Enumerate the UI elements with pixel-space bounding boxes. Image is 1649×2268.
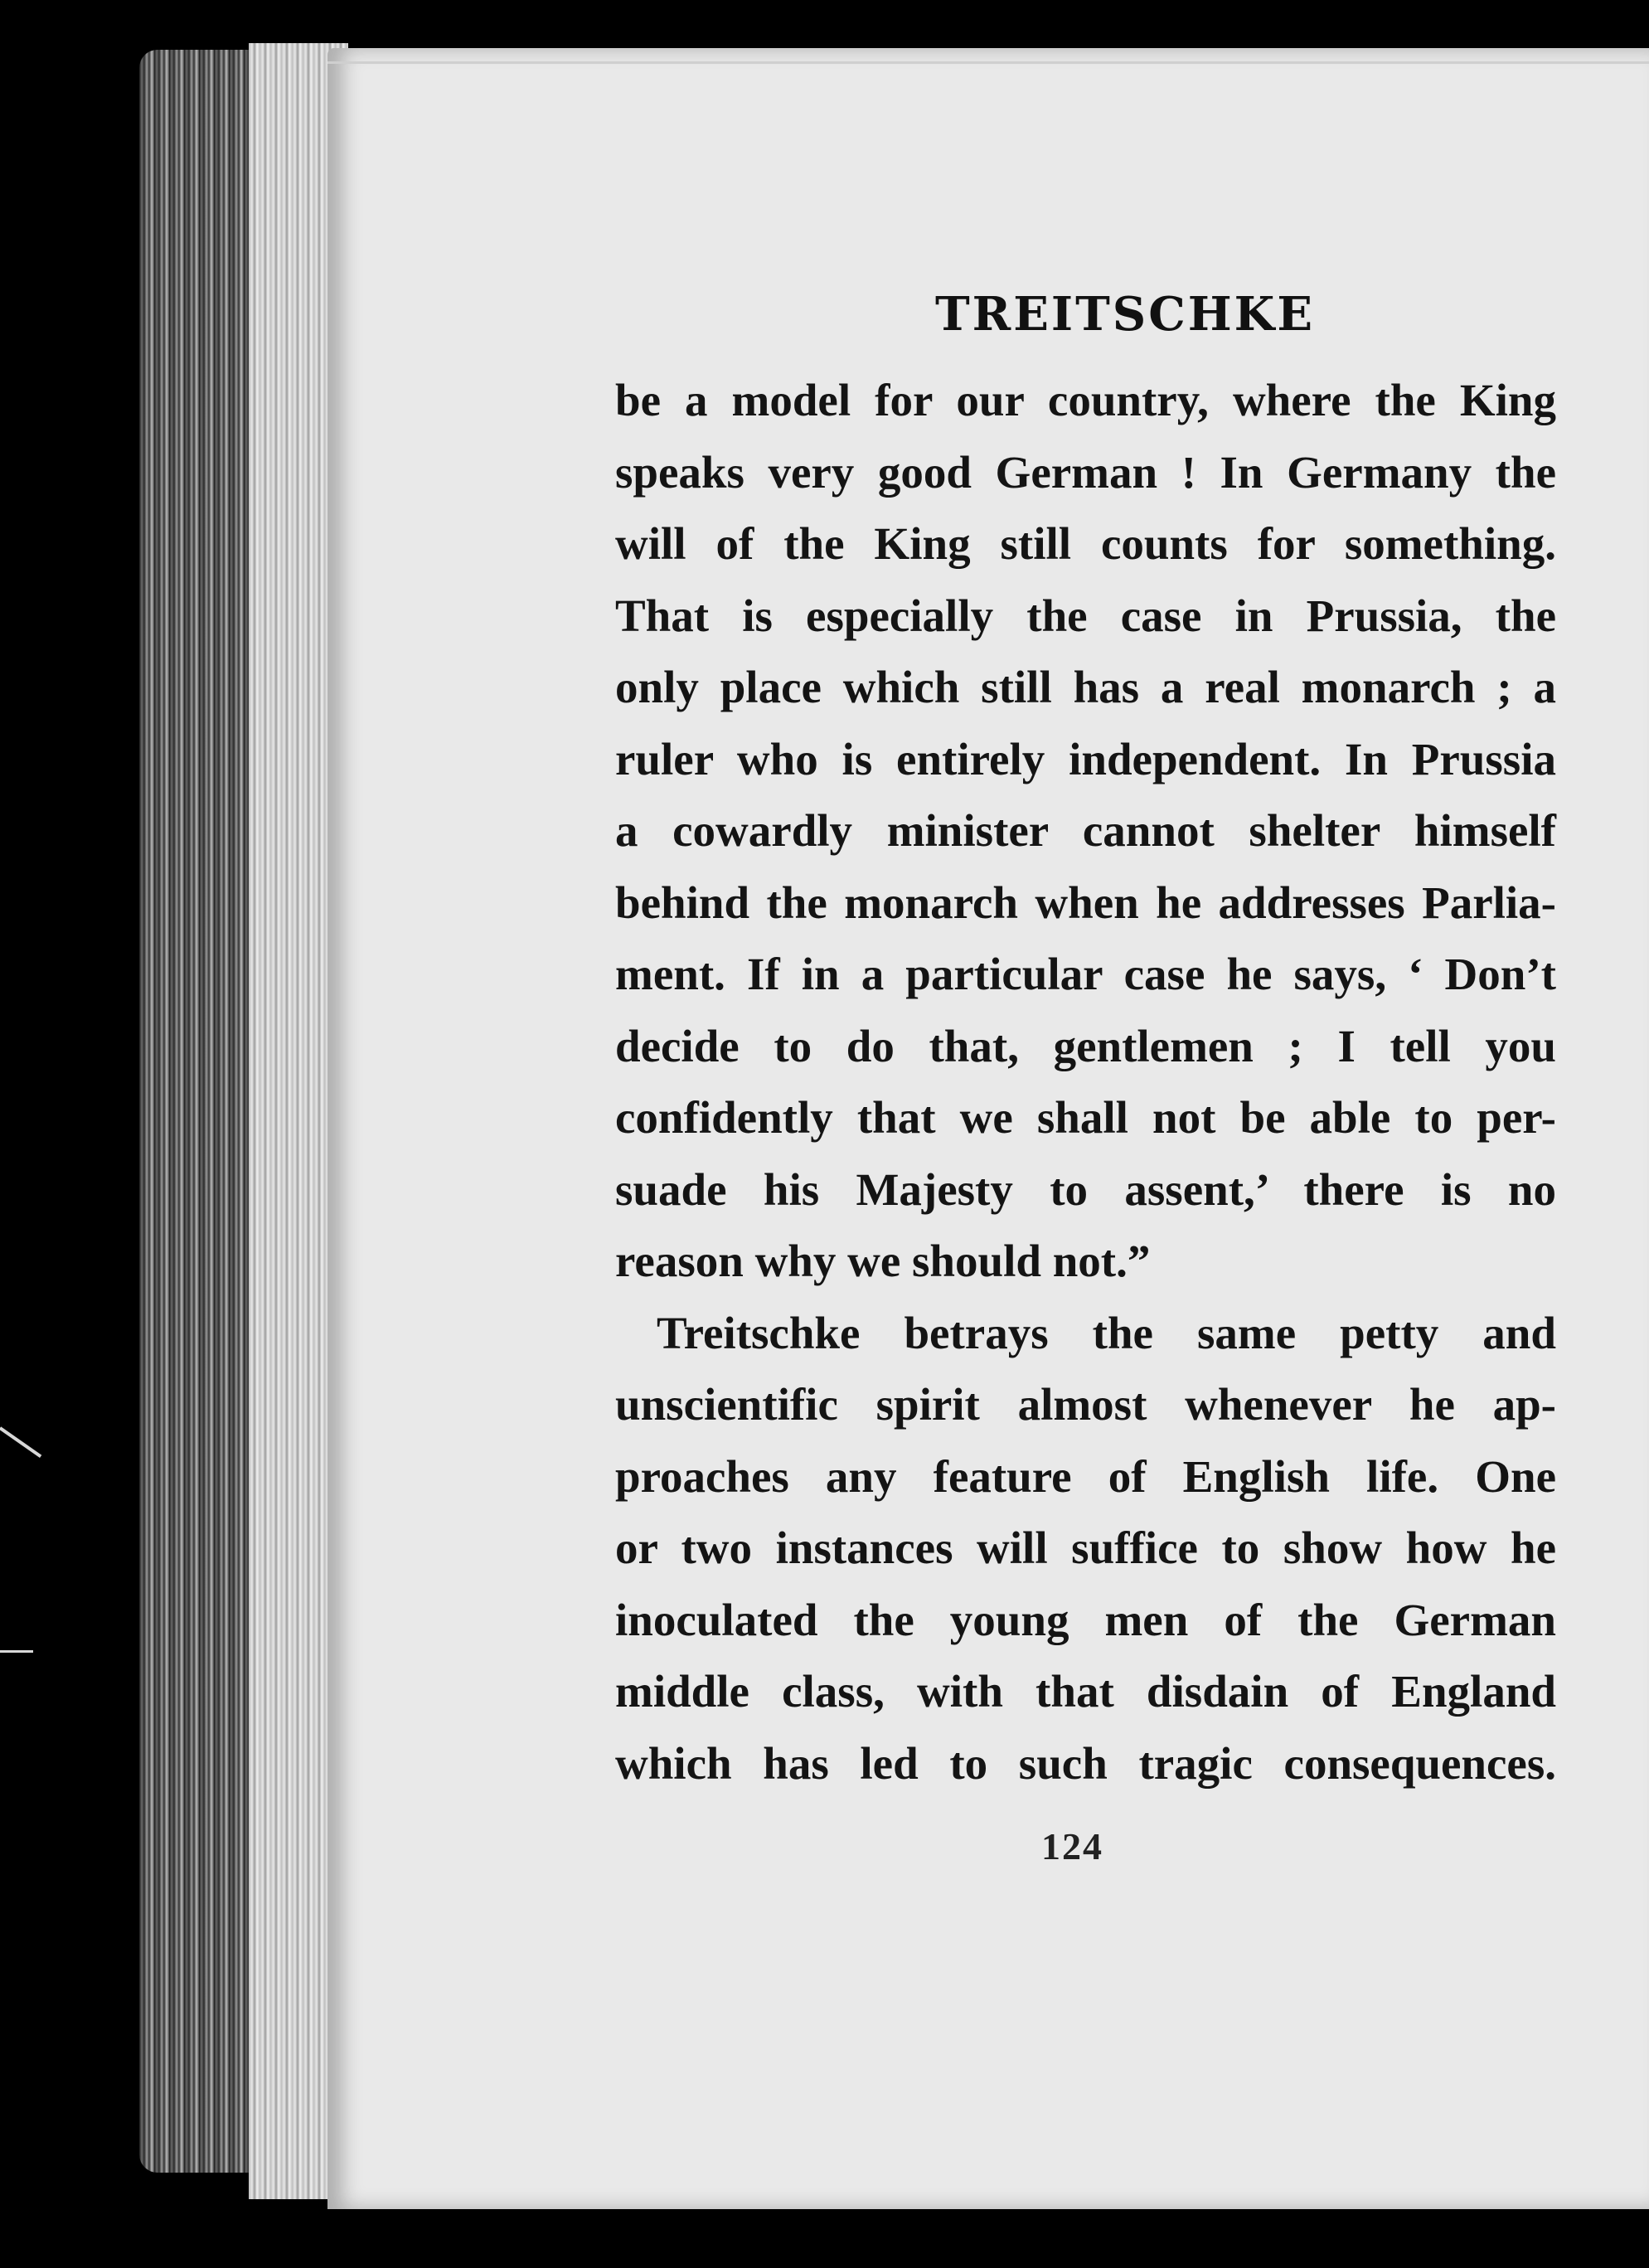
page-top-edge [327, 61, 1649, 64]
text-line: be a model for our country, where the King [615, 375, 1556, 425]
margin-mark [0, 1426, 41, 1458]
text-line: a cowardly minister cannot shelter himself [615, 805, 1556, 856]
text-line: ruler who is entirely independent. In Prussia [615, 733, 1556, 784]
text-line: decide to do that, gentlemen ; I tell you [615, 1020, 1556, 1071]
text-line: middle class, with that disdain of England [615, 1666, 1556, 1717]
paragraph-2 [615, 1298, 1556, 1800]
text-line: will of the King still counts for something. [615, 518, 1556, 569]
text-line: unscientific spirit almost whenever he ap- [615, 1379, 1556, 1430]
text-line: speaks very good German ! In Germany the [615, 446, 1556, 498]
body-text [615, 365, 1556, 1799]
running-head: TREITSCHKE [935, 287, 1316, 342]
text-line: ment. If in a particular case he says, ‘ Don’t [615, 949, 1556, 999]
text-line: behind the monarch when he addresses Parlia- [615, 877, 1556, 928]
text-line: which has led to such tragic consequences. [615, 1737, 1556, 1789]
text-line: or two instances will suffice to show how he [615, 1523, 1556, 1573]
text-line: only place which still has a real monarch ; a [615, 662, 1556, 712]
page-number: 124 [1041, 1825, 1103, 1867]
margin-mark [0, 1650, 33, 1653]
text-line: confidently that we shall not be able to per- [615, 1092, 1556, 1143]
text-line: reason why we should not.” [615, 1236, 1151, 1286]
paragraph-1 [615, 365, 1556, 1298]
text-line: That is especially the case in Prussia, the [615, 590, 1556, 641]
text-line: Treitschke betrays the same petty and [657, 1307, 1556, 1358]
text-line: suade his Majesty to assent,’ there is no [615, 1163, 1556, 1215]
text-line: proaches any feature of English life. One [615, 1450, 1556, 1502]
text-line: inoculated the young men of the German [615, 1594, 1556, 1645]
